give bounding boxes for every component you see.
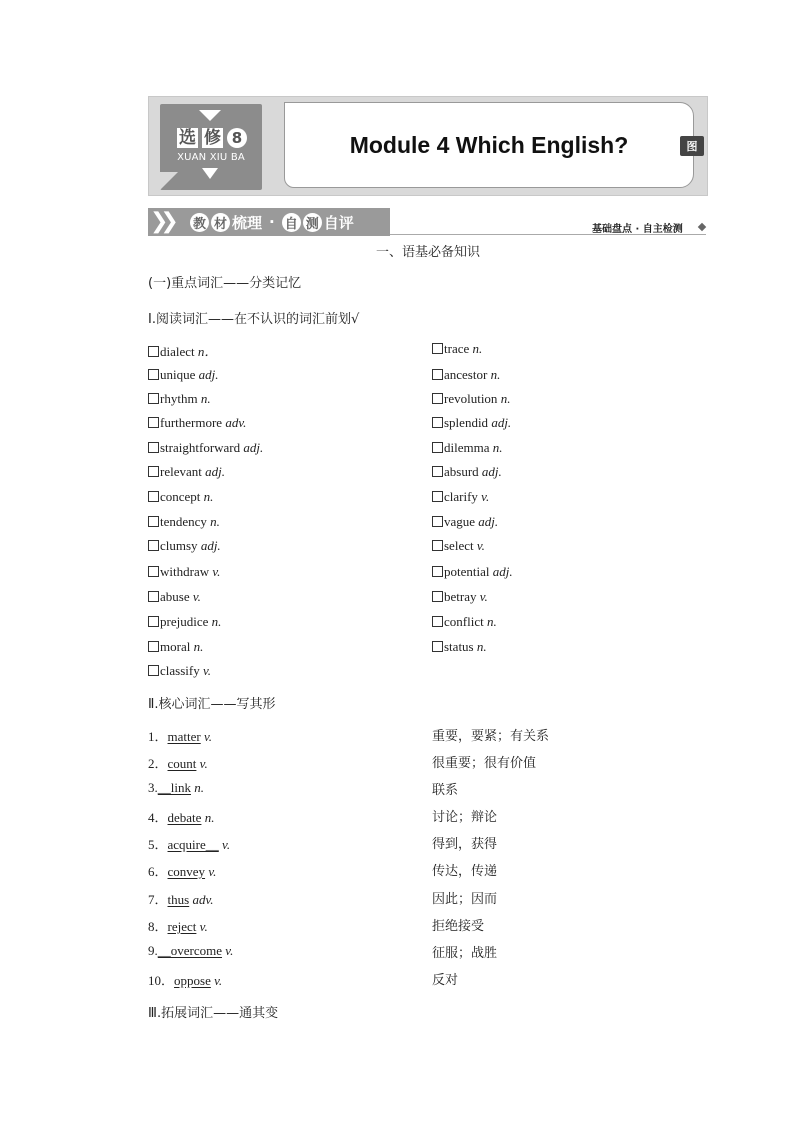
core-word-meaning: 很重要；很有价值 — [432, 756, 537, 771]
double-chevron-icon: ❯❯ — [150, 209, 171, 234]
checkbox[interactable] — [432, 417, 443, 428]
checkbox[interactable] — [432, 566, 443, 577]
checkbox[interactable] — [432, 343, 443, 354]
vocab-item[interactable]: potential adj. — [432, 564, 513, 580]
core-word-meaning: 拒绝接受 — [432, 919, 485, 934]
checkbox[interactable] — [432, 641, 443, 652]
vocab-item[interactable]: prejudice n. — [148, 614, 221, 630]
core-word-item: 7．thus adv. — [148, 892, 214, 907]
core-word-item: 6．convey v. — [148, 864, 217, 879]
section-dot: · — [269, 213, 275, 231]
core-word-meaning: 征服；战胜 — [432, 946, 498, 961]
section-char-5: 测 — [303, 213, 322, 232]
section-right-label: 基础盘点 · 自主检测 — [592, 224, 683, 235]
section-char-2: 材 — [211, 213, 230, 232]
core-word-item: 8．reject v. — [148, 919, 208, 934]
badge-title — [172, 126, 252, 150]
vocab-item[interactable]: moral n. — [148, 639, 203, 655]
vocab-item[interactable]: conflict n. — [432, 614, 497, 630]
vocab-item[interactable]: vague adj. — [432, 514, 498, 530]
checkbox[interactable] — [148, 369, 159, 380]
badge-number: 8 — [227, 128, 247, 148]
part3-title: Ⅲ.拓展词汇——通其变 — [148, 1006, 279, 1021]
core-word-meaning: 得到，获得 — [432, 837, 498, 852]
checkbox[interactable] — [432, 442, 443, 453]
section-char-4: 自 — [282, 213, 301, 232]
core-word-item: 5．acquire__ v. — [148, 837, 231, 852]
answer-word: acquire__ — [167, 837, 219, 852]
answer-word: __link — [157, 780, 191, 795]
checkbox[interactable] — [432, 466, 443, 477]
checkbox[interactable] — [148, 516, 159, 527]
badge-fold-corner — [160, 172, 178, 190]
badge-char-1: 选 — [179, 128, 196, 148]
part1-title: Ⅰ.阅读词汇——在不认识的词汇前划√ — [148, 312, 360, 327]
vocab-item[interactable]: furthermore adv. — [148, 415, 246, 431]
vocab-item[interactable]: ancestor n. — [432, 367, 500, 383]
vocab-item[interactable]: classify v. — [148, 663, 211, 679]
core-word-item: 2．count v. — [148, 756, 208, 771]
checkbox[interactable] — [432, 369, 443, 380]
badge-subtitle: XUAN XIU BA — [177, 152, 245, 163]
checkbox[interactable] — [148, 566, 159, 577]
section-char-3: 梳理 — [232, 213, 263, 232]
vocab-item[interactable]: straightforward adj. — [148, 440, 263, 456]
checkbox[interactable] — [148, 540, 159, 551]
checkbox[interactable] — [148, 346, 159, 357]
badge-triangle-bottom-icon — [202, 168, 218, 179]
core-word-item: 1．matter v. — [148, 729, 213, 744]
vocab-item[interactable]: absurd adj. — [432, 464, 502, 480]
vocab-item[interactable]: concept n. — [148, 489, 213, 505]
checkbox[interactable] — [148, 665, 159, 676]
main-heading: 一、语基必备知识 — [375, 245, 480, 260]
core-word-item: 4．debate n. — [148, 810, 215, 825]
vocab-item[interactable]: revolution n. — [432, 391, 510, 407]
core-word-meaning: 传达，传递 — [432, 864, 498, 879]
answer-word: debate — [167, 810, 202, 825]
vocab-item[interactable]: abuse v. — [148, 589, 201, 605]
sub-heading: (一)重点词汇——分类记忆 — [148, 276, 302, 291]
vocab-item[interactable]: status n. — [432, 639, 487, 655]
page-title: Module 4 Which English? — [349, 131, 629, 158]
vocab-item[interactable]: tendency n. — [148, 514, 220, 530]
answer-word: convey — [167, 864, 206, 879]
vocab-item[interactable]: rhythm n. — [148, 391, 211, 407]
vocab-item[interactable]: unique adj. — [148, 367, 219, 383]
vocab-item[interactable]: splendid adj. — [432, 415, 511, 431]
core-word-meaning: 因此；因而 — [432, 892, 498, 907]
vocab-item[interactable]: withdraw v. — [148, 564, 220, 580]
core-word-item: 3.__link n. — [148, 780, 204, 795]
vocab-item[interactable]: clumsy adj. — [148, 538, 221, 554]
answer-word: thus — [167, 892, 190, 907]
checkbox[interactable] — [148, 591, 159, 602]
checkbox[interactable] — [432, 516, 443, 527]
vocab-item[interactable]: clarify v. — [432, 489, 489, 505]
answer-word: __overcome — [157, 943, 223, 958]
vocab-item[interactable]: betray v. — [432, 589, 488, 605]
checkbox[interactable] — [432, 591, 443, 602]
core-word-item: 10．oppose v. — [148, 973, 223, 988]
picture-search-icon[interactable]: 图 — [680, 136, 704, 156]
checkbox[interactable] — [148, 641, 159, 652]
core-word-item: 9.__overcome v. — [148, 943, 234, 958]
answer-word: reject — [167, 919, 197, 934]
section-char-6: 自评 — [323, 213, 354, 232]
badge-char-2: 修 — [204, 128, 221, 148]
checkbox[interactable] — [148, 417, 159, 428]
vocab-item[interactable]: dilemma n. — [432, 440, 503, 456]
part2-title: Ⅱ.核心词汇——写其形 — [148, 697, 276, 712]
core-word-meaning: 讨论；辩论 — [432, 810, 498, 825]
core-word-meaning: 联系 — [432, 783, 459, 798]
checkbox[interactable] — [432, 540, 443, 551]
answer-word: matter — [167, 729, 201, 744]
core-word-meaning: 反对 — [432, 973, 459, 988]
checkbox[interactable] — [148, 393, 159, 404]
checkbox[interactable] — [432, 491, 443, 502]
section-char-1: 教 — [190, 213, 209, 232]
checkbox[interactable] — [148, 491, 159, 502]
vocab-item[interactable]: relevant adj. — [148, 464, 225, 480]
badge-triangle-top-icon — [199, 110, 221, 121]
checkbox[interactable] — [148, 616, 159, 627]
vocab-item[interactable]: trace n. — [432, 341, 482, 357]
section-title — [190, 209, 354, 235]
answer-word: oppose — [174, 973, 211, 988]
vocab-item[interactable]: dialect n． — [148, 341, 217, 360]
answer-word: count — [167, 756, 197, 771]
vocab-item[interactable]: select v. — [432, 538, 485, 554]
checkbox[interactable] — [432, 616, 443, 627]
checkbox[interactable] — [148, 466, 159, 477]
checkbox[interactable] — [148, 442, 159, 453]
checkbox[interactable] — [432, 393, 443, 404]
core-word-meaning: 重要，要紧；有关系 — [432, 729, 550, 744]
diamond-icon — [698, 223, 706, 231]
